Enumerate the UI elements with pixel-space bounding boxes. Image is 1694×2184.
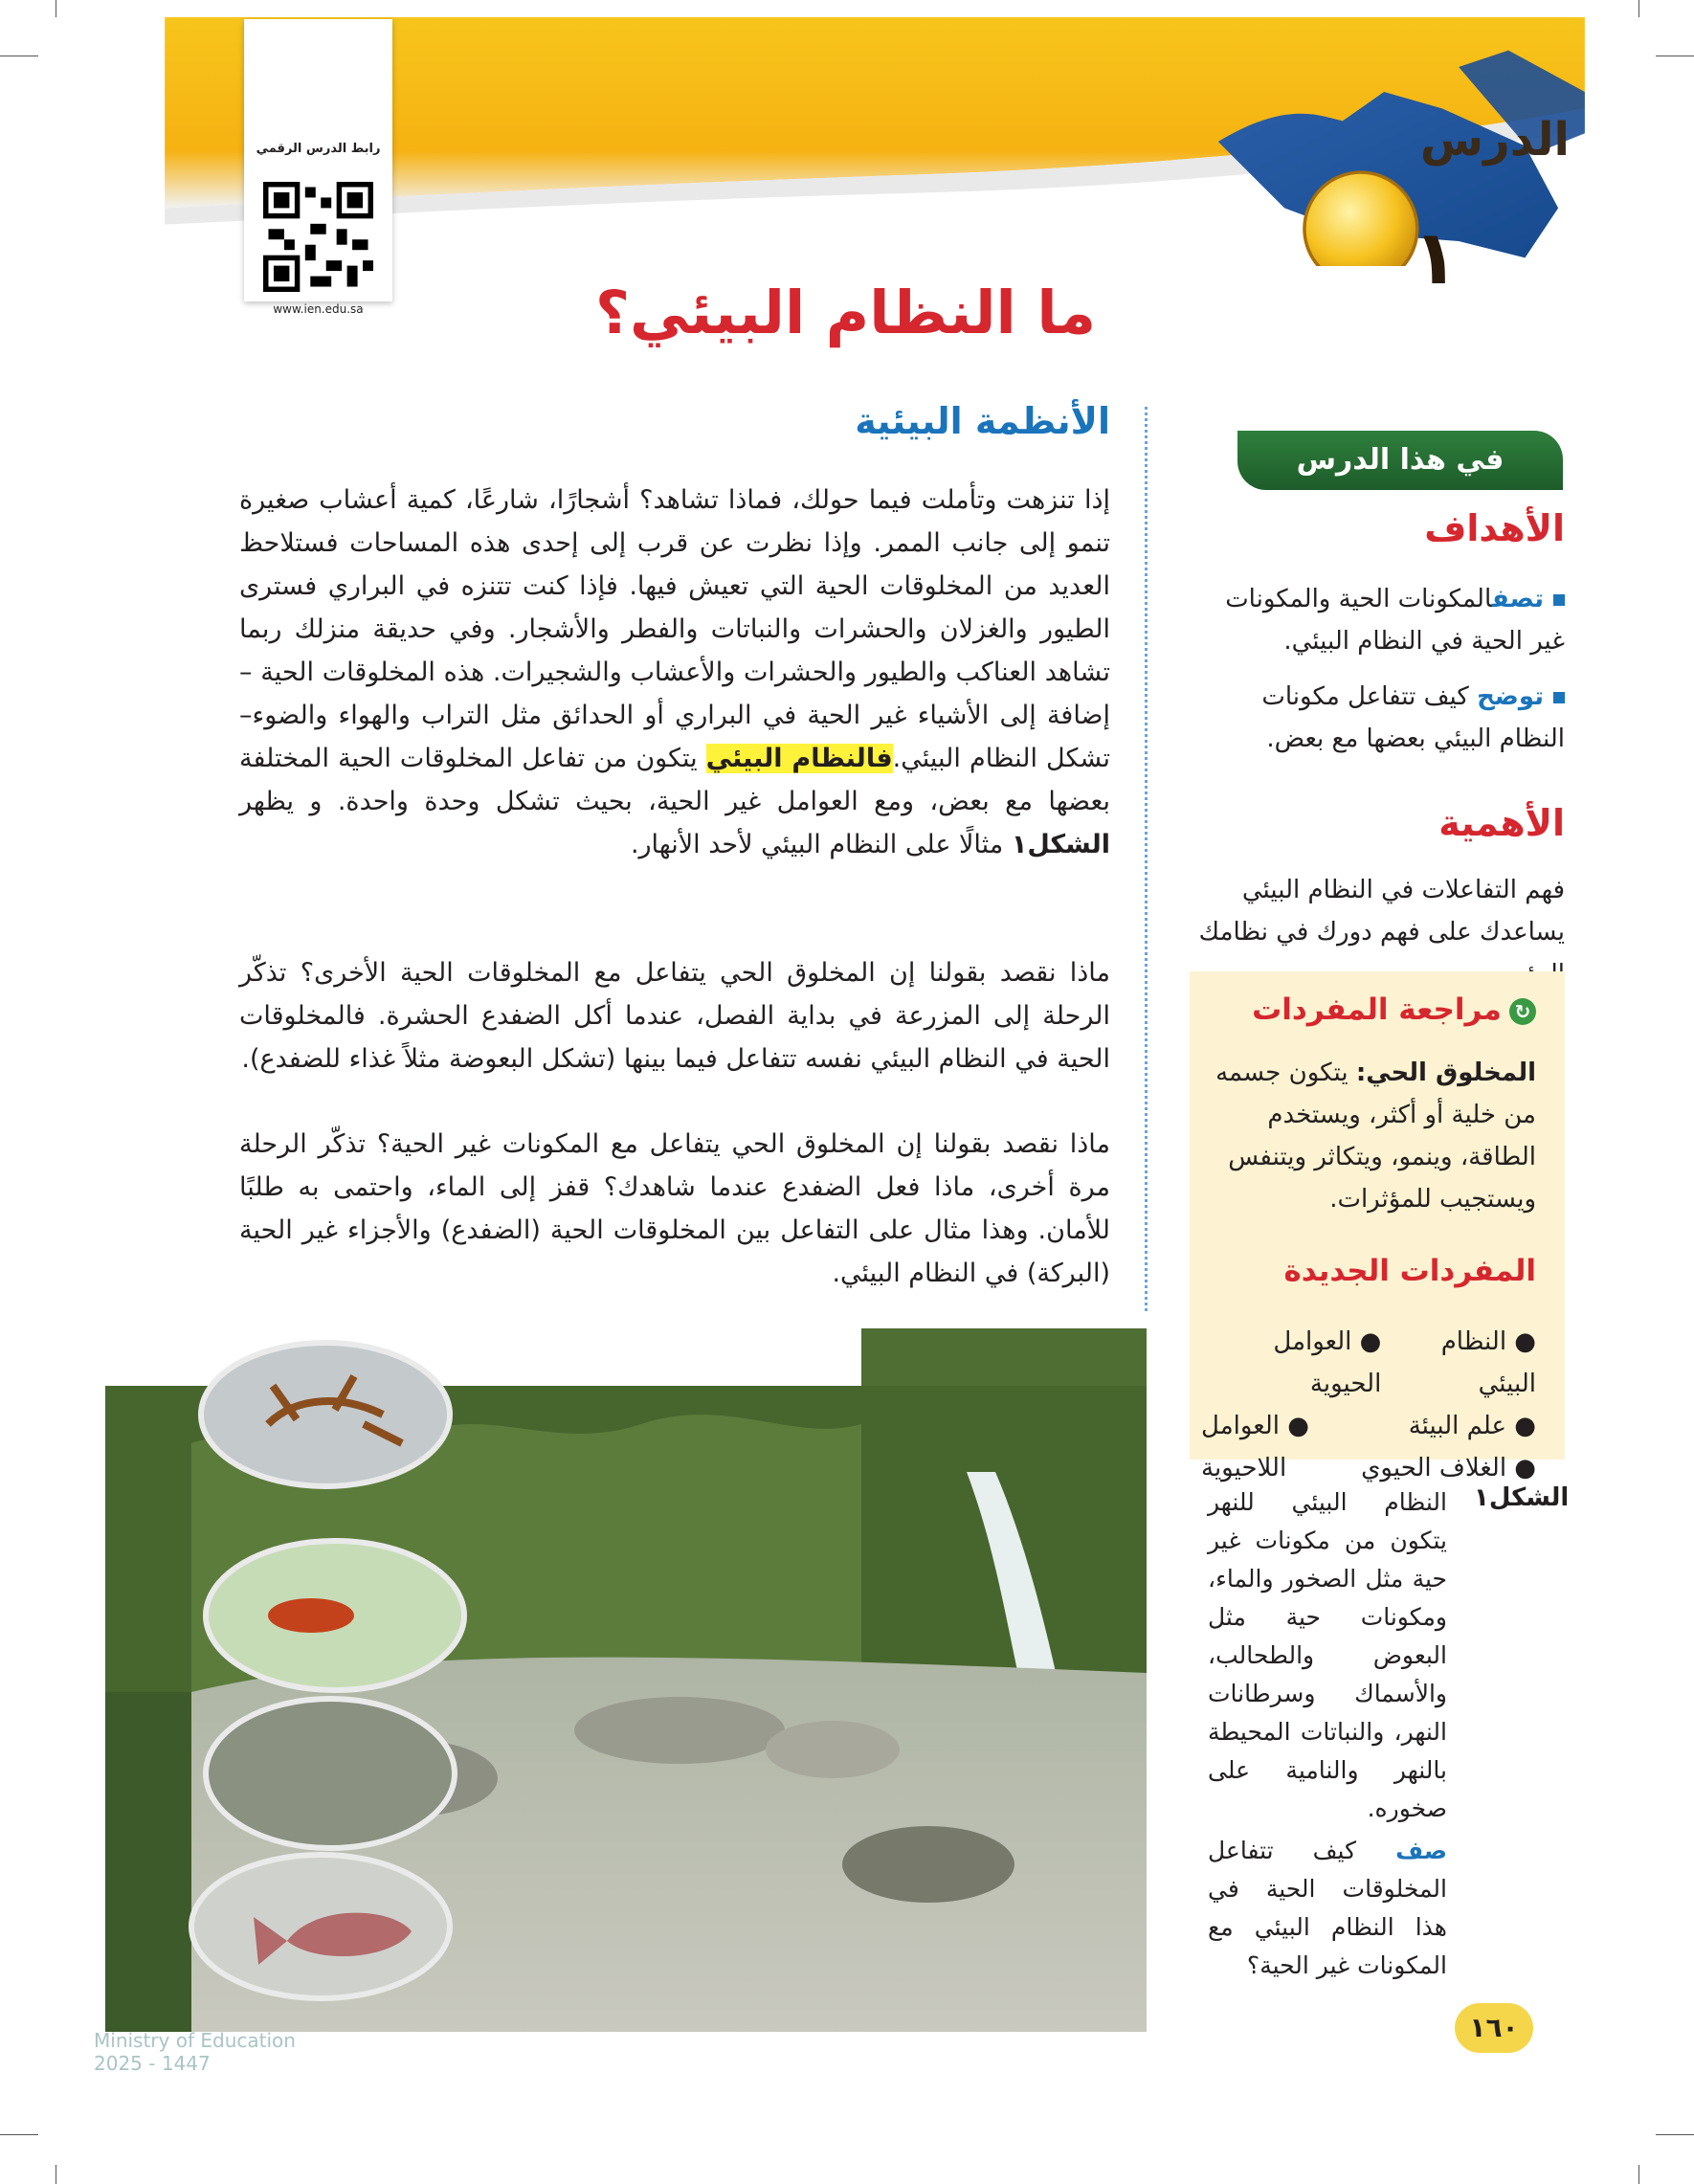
lesson-label: الدرس bbox=[1419, 113, 1570, 167]
section-heading: الأنظمة البيئية bbox=[855, 400, 1110, 442]
figure-question bbox=[1208, 1832, 1447, 1985]
ministry-year: 2025 - 1447 bbox=[94, 2052, 211, 2075]
column-divider bbox=[1145, 407, 1148, 1311]
river-ecosystem-figure bbox=[105, 1328, 1147, 2032]
new-vocab-list bbox=[1201, 1321, 1536, 1489]
vocab-item: ● النظام البيئي bbox=[1440, 1327, 1536, 1398]
qr-code-icon[interactable] bbox=[263, 182, 373, 292]
paragraph-text: يتكون من تفاعل المخلوقات الحية المختلفة بعضها مع بعض، ومع العوامل غير الحية، بحيث تشكل وحدة واحدة. و يظهر bbox=[239, 744, 1110, 816]
objective-verb: توضح bbox=[1477, 682, 1544, 711]
figure-reference: الشكل١ bbox=[1011, 830, 1110, 859]
importance-text: فهم التفاعلات في النظام البيئي يساعدك على فهم دورك في نظامك bbox=[1198, 876, 1565, 947]
objectives-heading: الأهداف bbox=[1424, 507, 1565, 549]
crop-mark bbox=[0, 2134, 38, 2135]
importance-heading: الأهمية bbox=[1438, 802, 1565, 844]
page-number: ١٦٠ bbox=[1455, 2003, 1533, 2053]
paragraph: ماذا نقصد بقولنا إن المخلوق الحي يتفاعل مع المكونات غير الحية؟ تذكّر الرحلة مرة أخرى، ماذا فعل الضفدع عندما شاهدك؟ قفز إلى الماء، واحتمى به طلبًا للأمان. وهذا مثال على التفاعل بين المخلوقات الحية (الضفدع) والأجزاء غير الحية (البركة) في النظام البيئي. bbox=[239, 1129, 1110, 1288]
vocab-review-title: مراجعة المفردات bbox=[1252, 992, 1502, 1027]
review-icon: ↻ bbox=[1509, 998, 1536, 1025]
vocab-review-definition bbox=[1211, 1052, 1536, 1220]
vocab-item: اللاحيوية bbox=[1201, 1454, 1287, 1482]
objective-text: كيف تتفاعل مكونات النظام البيئي بعضها مع بعض. bbox=[1261, 682, 1565, 753]
vocab-item: ● العوامل bbox=[1201, 1412, 1309, 1440]
qr-url[interactable]: www.ien.edu.sa bbox=[273, 302, 364, 316]
crop-mark bbox=[1638, 2165, 1639, 2184]
qr-card[interactable] bbox=[244, 19, 392, 316]
question-text: كيف تتفاعل المخلوقات الحية في هذا النظام البيئي مع المكونات غير الحية؟ bbox=[1208, 1837, 1447, 1979]
vocab-review-term: المخلوق الحي: bbox=[1355, 1059, 1536, 1087]
vocab-review-def: يتكون جسمه من خلية أو أكثر، ويستخدم الطاقة، وينمو، ويتكاثر ويتنفس ويستجيب للمؤثرات. bbox=[1215, 1059, 1536, 1214]
objective-item bbox=[1211, 676, 1565, 760]
ministry-watermark bbox=[94, 2029, 296, 2075]
paragraph-text: إذا تنزهت وتأملت فيما حولك، فماذا تشاهد؟ أشجارًا، شارعًا، كمية أعشاب صغيرة تنمو إلى جانب الممر. وإذا نظرت عن قرب إلى إحدى هذه المساحات فستلاحظ العديد من المخلوقات الحية التي تعيش فيها. فإذا كنت تتنزه في البراري فسترى الطيور والغزلان والحشرات والنباتات والفطر والأشجار. وفي حديقة منزلك ربما تشاهد العناكب والطيور والحشرات والأعشاب والشجيرات. هذه المخلوقات الحية – إضافة إلى الأشياء غير الحية في البراري أو الحدائق مثل التراب والهواء والضوء– تشكل النظام البيئي. bbox=[239, 485, 1110, 773]
vocab-review-heading bbox=[1252, 992, 1536, 1027]
objective-text: المكونات الحية والمكونات غير الحية في النظام البيئي. bbox=[1225, 585, 1565, 656]
paragraph: ماذا نقصد بقولنا إن المخلوق الحي يتفاعل مع المخلوقات الحية الأخرى؟ تذكّر الرحلة إلى المزرعة في بداية الفصل، عندما أكل الضفدع الحشرة. فالمخلوقات الحية في النظام البيئي نفسه تتفاعل فيما بينها (تشكل البعوضة مثلاً غذاء للضفدع). bbox=[239, 958, 1110, 1074]
vocab-item: ● الغلاف الحيوي bbox=[1361, 1454, 1536, 1482]
objective-item bbox=[1211, 578, 1565, 662]
page-title: ما النظام البيئي؟ bbox=[595, 278, 1096, 347]
figure-label: الشكل١ bbox=[1474, 1483, 1570, 1512]
figure-caption bbox=[1208, 1483, 1447, 1985]
question-verb: صف bbox=[1395, 1837, 1447, 1864]
qr-caption: رابط الدرس الرقمي bbox=[256, 142, 381, 156]
highlight-term: فالنظام البيئي bbox=[705, 744, 893, 773]
bullet-icon bbox=[1553, 594, 1565, 606]
vocab-item: ● العوامل الحيوية bbox=[1273, 1327, 1382, 1398]
paragraph-text: مثالًا على النظام البيئي لأحد الأنهار. bbox=[630, 830, 1012, 859]
vocabulary-box bbox=[1190, 971, 1565, 1482]
crop-mark bbox=[1638, 0, 1639, 17]
in-this-lesson-banner: في هذا الدرس bbox=[1237, 431, 1563, 490]
ministry-text: Ministry of Education bbox=[94, 2029, 296, 2052]
objective-verb: تصف bbox=[1491, 585, 1544, 613]
insect-icon bbox=[268, 1598, 354, 1633]
new-vocab-heading: المفردات الجديدة bbox=[1283, 1254, 1536, 1288]
caption-text: النظام البيئي للنهر يتكون من مكونات غير حية مثل الصخور والماء، ومكونات حية مثل البعوض والطحالب، والأسماك وسرطانات النهر، والنباتات المحيطة بالنهر والنامية على صخوره. bbox=[1208, 1488, 1447, 1822]
paragraph bbox=[239, 479, 1110, 866]
bullet-icon bbox=[1553, 692, 1565, 703]
lesson-number: ١ bbox=[1413, 215, 1459, 301]
crop-mark bbox=[1656, 2134, 1694, 2135]
vocab-item: ● علم البيئة bbox=[1408, 1412, 1536, 1440]
